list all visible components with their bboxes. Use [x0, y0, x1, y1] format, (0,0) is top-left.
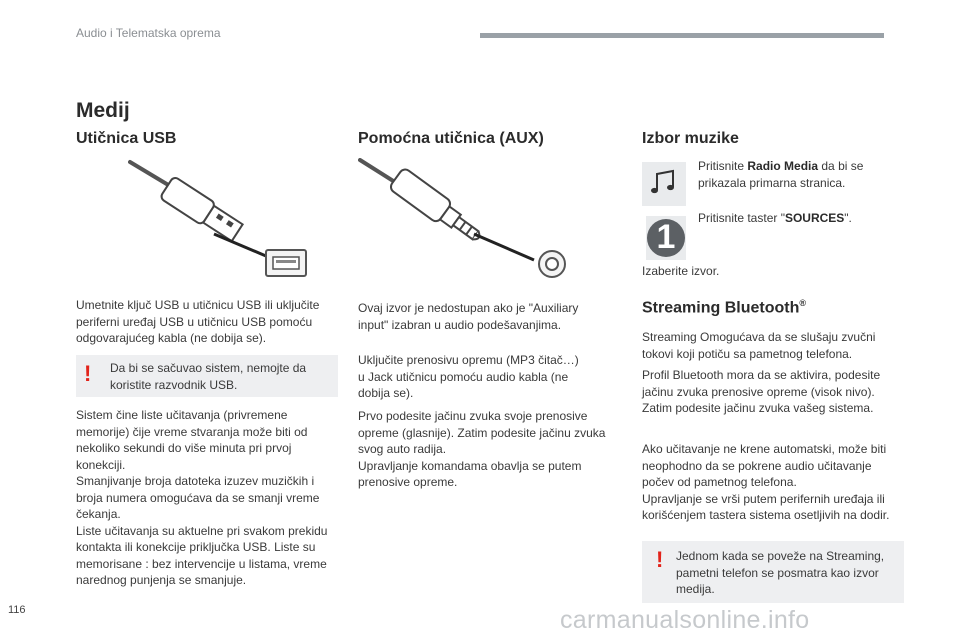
bluetooth-heading: Streaming Bluetooth® — [642, 298, 806, 317]
bluetooth-paragraph-1: Streaming Omogućava da se slušaju zvučni tokovi koji potiču sa pametnog telefona. — [642, 330, 876, 361]
bluetooth-paragraph-3: Ako učitavanje ne krene automatski, može biti neophodno da se pokrene audio učitavanje počev od pametnog telefona. Upravljanje se vrši putem perifernih uređaja ili korišćenjem tastera sistema osetljivih na dodir. — [642, 442, 890, 522]
usb-paragraph-1: Umetnite ključ USB u utičnicu USB ili uključite periferni uređaj USB u utičnicu USB pomoću odgovarajućeg kabla (ne dobija se). — [76, 298, 320, 345]
header-bar — [480, 33, 884, 38]
bluetooth-warning-box — [642, 541, 904, 603]
radio-media-button — [642, 162, 686, 206]
usb-paragraph-2: Sistem čine liste učitavanja (privremene memorije) čije vreme stvaranja može biti od nekoliko sekundi do više minuta pri prvoj konekciji. Smanjivanje broja datoteka izuzev muzičkih i broja numera omogućava da se smanji vreme čekanja. Liste učitavanja su aktuelne pri svakom prekidu kontakta ili konekcije priključka USB. Liste su memorisane : bez intervencije u listama, vreme narednog punjenja se smanjuje. — [76, 408, 328, 587]
step-number-badge — [646, 216, 686, 260]
warning-icon: ! — [84, 361, 92, 386]
music-heading: Izbor muzike — [642, 130, 739, 147]
aux-paragraph-2: Uključite prenosivu opremu (MP3 čitač…) u Jack utičnicu pomoću audio kabla (ne dobija se). — [358, 353, 579, 400]
header-title: Audio i Telematska oprema — [76, 26, 221, 40]
watermark: carmanualsonline.info — [560, 606, 810, 634]
usb-heading: Utičnica USB — [76, 130, 177, 147]
jack-socket-illustration — [539, 251, 565, 277]
bluetooth-warning-text: Jednom kada se poveže na Streaming, pametni telefon se posmatra kao izvor medija. — [676, 549, 885, 596]
aux-paragraph-3: Prvo podesite jačinu zvuka svoje prenosive opreme (glasnije). Zatim podesite jačinu zvuka svog auto radija. Upravljanje komandama obavlja se putem prenosive opreme. — [358, 409, 606, 489]
usb-warning-box — [76, 355, 338, 397]
usb-warning-text: Da bi se sačuvao sistem, nemojte da koristite razvodnik USB. — [110, 361, 307, 392]
page-number: 116 — [8, 604, 26, 616]
step-number: 1 — [656, 218, 676, 256]
music-step-3: Izaberite izvor. — [642, 264, 720, 278]
usb-plug-illustration — [128, 158, 310, 282]
page-title: Medij — [76, 99, 130, 122]
music-note-icon — [642, 162, 686, 206]
warning-icon: ! — [656, 547, 664, 572]
aux-heading: Pomoćna utičnica (AUX) — [358, 130, 544, 147]
jack-plug-illustration — [358, 158, 572, 282]
music-step-2: Pritisnite taster "SOURCES". — [698, 211, 852, 225]
music-step-1: Pritisnite Radio Media da bi se prikazala primarna stranica. — [698, 159, 864, 190]
bluetooth-paragraph-2: Profil Bluetooth mora da se aktivira, podesite jačinu zvuka prenosive opreme (visok nivo). Zatim podesite jačinu zvuka vašeg sistema. — [642, 368, 881, 415]
aux-paragraph-1: Ovaj izvor je nedostupan ako je "Auxiliary input" izabran u audio podešavanjima. — [358, 301, 579, 332]
